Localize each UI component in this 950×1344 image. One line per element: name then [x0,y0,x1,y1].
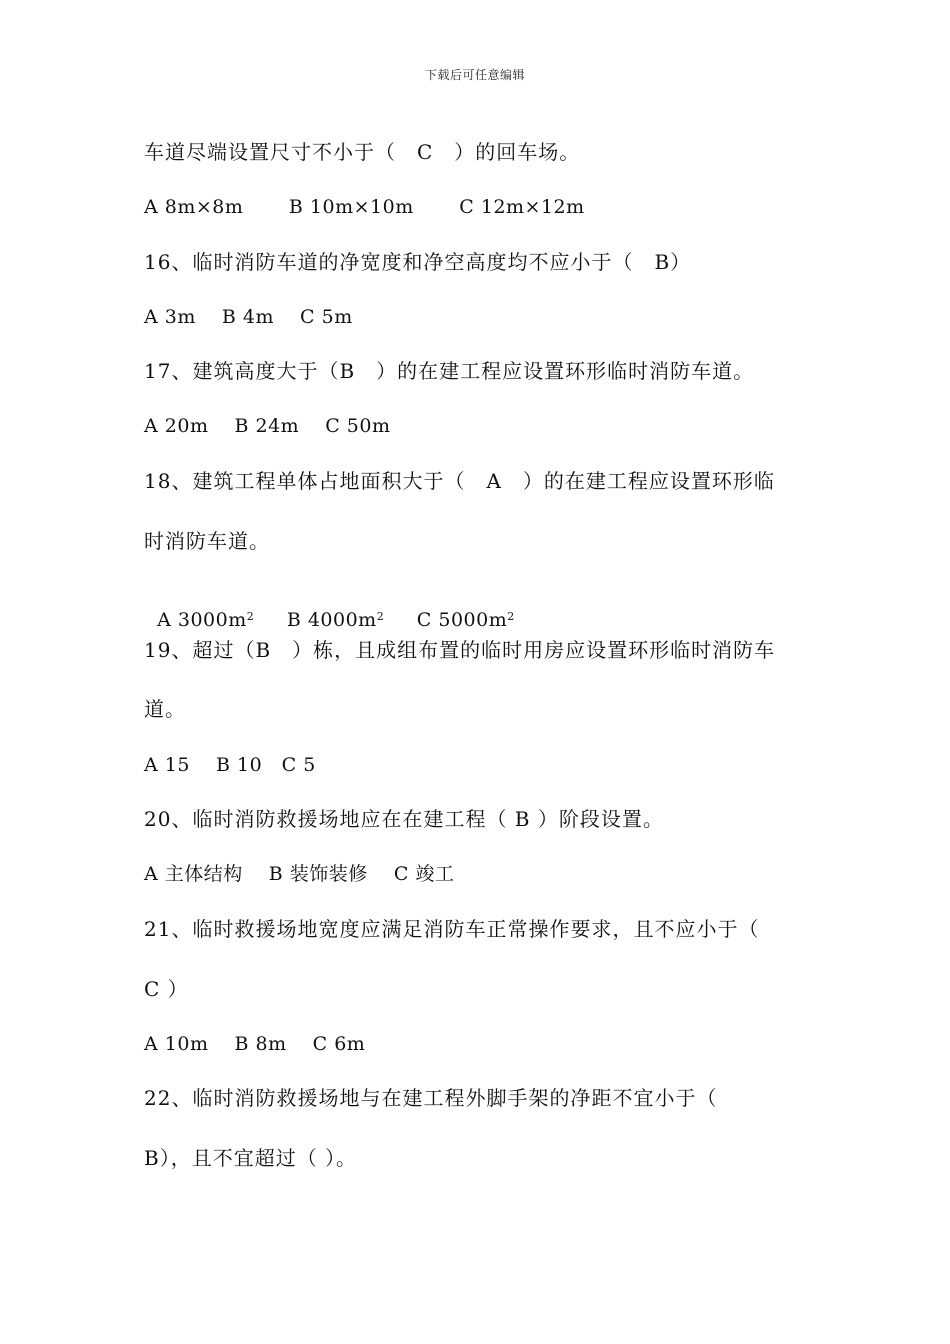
question-18-continued: 时消防车道。 [144,529,270,553]
question-15-continued: 车道尽端设置尺寸不小于（ C ）的回车场。 [144,140,581,164]
option-b: B 4000m [286,609,377,631]
question-18-options [144,584,515,632]
question-21-continued: C ） [144,977,189,1001]
option-a: A 3000m [157,609,247,631]
superscript-2: 2 [246,610,255,623]
question-17: 17、建筑高度大于（B ）的在建工程应设置环形临时消防车道。 [144,359,755,383]
superscript-2: 2 [507,610,515,623]
question-22-continued: B），且不宜超过（ ）。 [144,1146,358,1170]
superscript-2: 2 [376,610,385,623]
option-c: C 5000m [416,609,508,631]
question-21: 21、临时救援场地宽度应满足消防车正常操作要求，且不应小于（ [144,917,760,941]
question-17-options: A 20m B 24m C 50m [144,415,391,437]
question-16-options: A 3m B 4m C 5m [144,306,353,328]
question-18: 18、建筑工程单体占地面积大于（ A ）的在建工程应设置环形临 [144,469,775,493]
question-19-options: A 15 B 10 C 5 [144,754,316,776]
question-19: 19、超过（B ）栋，且成组布置的临时用房应设置环形临时消防车 [144,638,776,662]
question-16: 16、临时消防车道的净宽度和净空高度均不应小于（ B） [144,250,692,274]
question-19-continued: 道。 [144,697,186,721]
question-20-options: A 主体结构 B 装饰装修 C 竣工 [144,863,455,885]
question-22: 22、临时消防救援场地与在建工程外脚手架的净距不宜小于（ [144,1086,718,1110]
question-15-options: A 8m×8m B 10m×10m C 12m×12m [144,196,585,218]
question-21-options: A 10m B 8m C 6m [144,1033,366,1055]
page-header: 下载后可任意编辑 [424,68,525,82]
question-20: 20、临时消防救援场地应在在建工程（ B ）阶段设置。 [144,807,664,831]
